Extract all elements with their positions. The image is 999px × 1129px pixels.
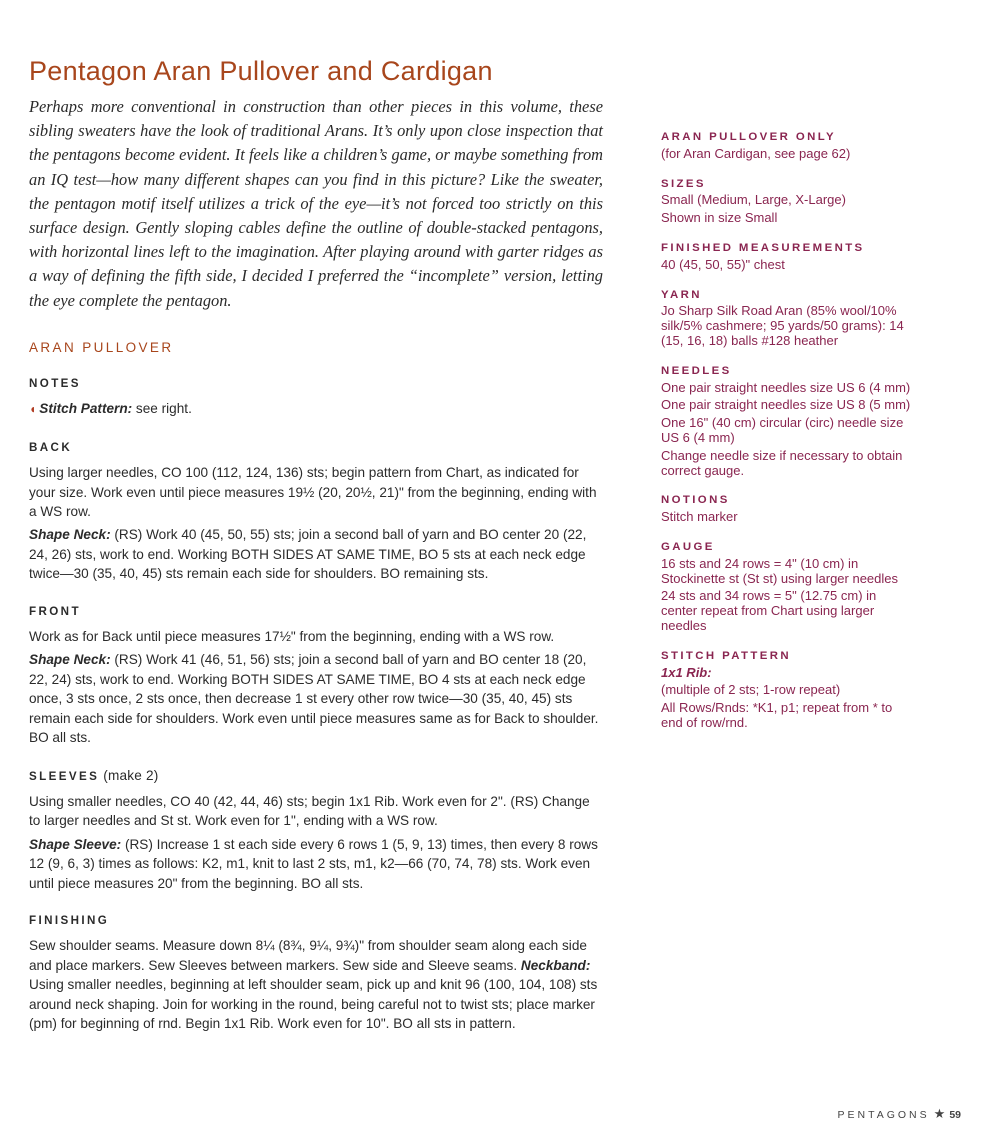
front-shape-neck bbox=[29, 650, 603, 747]
shape-sleeve-text: (RS) Increase 1 st each side every 6 rows 1 (5, 9, 13) times, then every 8 rows 12 (9, 6, 3) times as follows: K2, m1, knit to last 2 sts, m1, k2—66 (70, 74, 78) sts. Work even until piece measures 20" from the beginning. BO all sts. bbox=[29, 836, 598, 891]
finishing-text-1: Sew shoulder seams. Measure down 8¼ (8¾, 9¼, 9¾)" from shoulder seam along each side and place markers. Sew Sleeves between markers. Sew side and Sleeve seams. bbox=[29, 938, 587, 973]
back-shape-neck bbox=[29, 525, 603, 583]
front-paragraph: Work as for Back until piece measures 17½" from the beginning, ending with a WS row. bbox=[29, 629, 555, 645]
notes-heading: NOTES bbox=[29, 377, 81, 390]
section-heading: ARAN PULLOVER bbox=[29, 340, 174, 355]
notes-label: Stitch Pattern: bbox=[39, 401, 133, 417]
sleeves-heading-text: SLEEVES bbox=[29, 769, 100, 783]
needles-item: One pair straight needles size US 8 (5 mm) bbox=[661, 397, 911, 413]
sizes-heading: SIZES bbox=[661, 177, 706, 190]
notions-heading: NOTIONS bbox=[661, 494, 730, 507]
yarn-text: Jo Sharp Silk Road Aran (85% wool/10% silk/5% cashmere; 95 yards/50 grams): 14 (15, 16, 18) balls #128 heather bbox=[661, 303, 904, 348]
notions-text: Stitch marker bbox=[661, 509, 738, 525]
gauge-block bbox=[661, 540, 911, 634]
sleeves-paragraph: Using smaller needles, CO 40 (42, 44, 46) sts; begin 1x1 Rib. Work even for 2". (RS) Change to larger needles and St st. Work even for 1", ending with a WS row. bbox=[29, 793, 590, 829]
bullet-icon: ◖ bbox=[29, 402, 37, 417]
pullover-only-heading: ARAN PULLOVER ONLY bbox=[661, 131, 837, 143]
needles-item: One 16" (40 cm) circular (circ) needle size US 6 (4 mm) bbox=[661, 415, 904, 445]
stitch-pattern-block bbox=[661, 649, 911, 731]
pullover-only-block bbox=[661, 130, 911, 162]
finished-heading: FINISHED MEASUREMENTS bbox=[661, 241, 865, 254]
front-shape-neck-label: Shape Neck: bbox=[29, 652, 111, 668]
stitch-pattern-rows: All Rows/Rnds: *K1, p1; repeat from * to end of row/rnd. bbox=[661, 700, 893, 730]
sidebar bbox=[661, 130, 911, 746]
front-shape-neck-text: (RS) Work 41 (46, 51, 56) sts; join a second ball of yarn and BO center 18 (20, 22, 24) sts, work to end. Working BOTH SIDES AT SAME TIME, BO 4 sts at each neck edge once, 3 sts once, 2 sts once, then decrease 1 st every other row twice—30 (35, 40, 45) sts remain each side for shoulders. Work even until piece measures same as for Back to shoulder. BO all sts. bbox=[29, 652, 599, 746]
gauge-item: 16 sts and 24 rows = 4" (10 cm) in Stockinette st (St st) using larger needles bbox=[661, 555, 899, 586]
page-footer bbox=[838, 1106, 962, 1122]
sizes-block bbox=[661, 177, 911, 226]
yarn-block bbox=[661, 288, 911, 349]
finished-text: 40 (45, 50, 55)" chest bbox=[661, 256, 785, 272]
notions-block bbox=[661, 493, 911, 525]
footer-section: PENTAGONS bbox=[837, 1109, 930, 1121]
back-heading: BACK bbox=[29, 440, 73, 454]
pattern-instructions bbox=[29, 374, 603, 1037]
page-number: 59 bbox=[949, 1109, 961, 1121]
stitch-pattern-repeat: (multiple of 2 sts; 1-row repeat) bbox=[661, 682, 841, 698]
star-icon: ★ bbox=[933, 1106, 946, 1121]
shape-sleeve-label: Shape Sleeve: bbox=[29, 836, 122, 852]
gauge-heading: GAUGE bbox=[661, 540, 715, 553]
intro-paragraph: Perhaps more conventional in construction than other pieces in this volume, these sibling sweaters have the look of traditional Arans. It’s only upon close inspection that the pentagons become evident. It feels like a children’s game, or maybe something from an IQ test—how many different shapes can you find in this picture? Like the sweater, the pentagon motif itself utilizes a trick of the eye—it’s not forced too strictly on this surface design. Gently sloping cables define the outline of double-stacked pentagons, with horizontal lines left to the imagination. After playing around with garter ridges as a way of defining the fifth side, I decided I preferred the “incomplete” version, letting the eye complete the pentagon. bbox=[29, 97, 603, 310]
finishing-text-2: Using smaller needles, beginning at left shoulder seam, pick up and knit 96 (100, 104, 108) sts around neck shaping. Join for working in the round, being careful not to twist sts; place marker (pm) for beginning of rnd. Begin 1x1 Rib. Work even for 10". BO all sts in pattern. bbox=[29, 977, 598, 1031]
back-paragraph: Using larger needles, CO 100 (112, 124, 136) sts; begin pattern from Chart, as indicated for your size. Work even until piece measures 19½ (20, 20½, 21)" from the beginning, ending with a WS row. bbox=[29, 465, 597, 520]
finishing-heading: FINISHING bbox=[29, 913, 110, 927]
sleeves-heading-note: (make 2) bbox=[99, 767, 159, 783]
sleeves-heading bbox=[29, 766, 603, 786]
yarn-heading: YARN bbox=[661, 288, 702, 301]
finished-block bbox=[661, 241, 911, 273]
notes-body: see right. bbox=[132, 401, 192, 417]
page-title: Pentagon Aran Pullover and Cardigan bbox=[29, 56, 493, 86]
needles-block bbox=[661, 364, 911, 479]
sizes-line-1: Small (Medium, Large, X-Large) bbox=[661, 192, 846, 208]
sleeves-shape bbox=[29, 835, 603, 893]
neckband-label: Neckband: bbox=[520, 957, 591, 973]
back-shape-neck-label: Shape Neck: bbox=[29, 527, 111, 543]
finishing-paragraph bbox=[29, 936, 603, 1033]
gauge-item: 24 sts and 34 rows = 5" (12.75 cm) in center repeat from Chart using larger needles bbox=[661, 588, 877, 633]
front-heading: FRONT bbox=[29, 604, 81, 618]
needles-heading: NEEDLES bbox=[661, 364, 732, 377]
stitch-pattern-heading: STITCH PATTERN bbox=[661, 649, 791, 662]
needles-item: Change needle size if necessary to obtain correct gauge. bbox=[661, 447, 903, 478]
sizes-line-2: Shown in size Small bbox=[661, 210, 778, 226]
notes-text bbox=[29, 399, 603, 419]
stitch-pattern-name: 1x1 Rib: bbox=[661, 664, 712, 680]
pullover-only-text: (for Aran Cardigan, see page 62) bbox=[661, 145, 851, 161]
back-shape-neck-text: (RS) Work 40 (45, 50, 55) sts; join a second ball of yarn and BO center 20 (22, 24, 26) sts, work to end. Working BOTH SIDES AT SAME TIME, BO 5 sts at each neck edge twice—30 (35, 40, 45) sts remain each side for shoulders. BO remaining sts. bbox=[29, 527, 587, 582]
needles-item: One pair straight needles size US 6 (4 mm) bbox=[661, 379, 911, 395]
